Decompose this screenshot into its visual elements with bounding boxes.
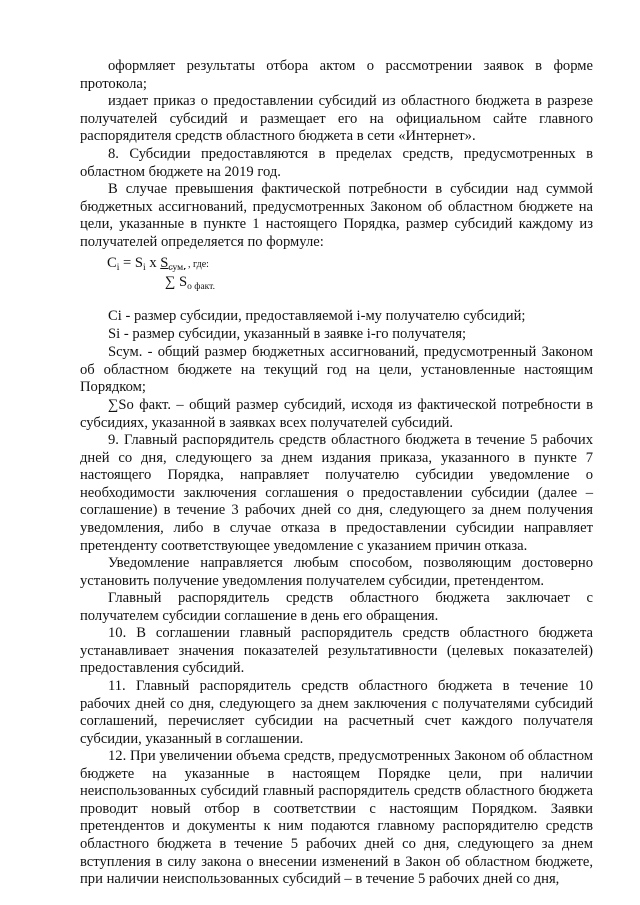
formula-lhs: C (107, 255, 117, 271)
definition-sum-fact (80, 397, 593, 432)
paragraph-order: издает приказ о предоставлении субсидий из областного бюджета в разрезе получателей субсидий и размещает его на официальном сайте главного распорядителя средств областного бюджета в сети «Интернет». (80, 93, 593, 145)
formula-s-sub: i (143, 263, 146, 273)
formula-s: S (134, 255, 144, 271)
formula-denominator (165, 274, 215, 297)
definition-scum (80, 344, 593, 397)
definition-text: - размер субсидии, предоставляемой i-му получателю субсидий; (121, 308, 526, 324)
paragraph-10: 10. В соглашении главный распорядитель средств областного бюджета устанавливает значения показателей результативности (целевых показателей) предоставления субсидий. (80, 625, 593, 677)
paragraph-notice: Уведомление направляется любым способом, позволяющим достоверно установить получение уведомления получателем субсидии, претендентом. (80, 555, 593, 589)
definition-ci (80, 308, 593, 326)
paragraph-9: 9. Главный распорядитель средств областного бюджета в течение 5 рабочих дней со дня, следующего за днем издания приказа, указанного в пункте 7 настоящего Порядка, направляет получателю субсидии уведомление о необходимости заключения соглашения о предоставлении субсидии (далее – соглашение) в течение 3 рабочих дней со дня, следующего за днем получения уведомления, либо в случае отказа в предоставлении субсидии направляет претенденту соответствующее уведомление с указанием причин отказа. (80, 432, 593, 554)
formula-sigma: ∑ (165, 274, 176, 290)
definition-text: - размер субсидии, указанный в заявке i-го получателя; (120, 326, 467, 342)
definition-text: – общий размер субсидий, исходя из фактической потребности в субсидиях, указанной в заявках всех получателей субсидий. (80, 397, 593, 431)
definition-term: ∑Sо факт. (108, 397, 171, 413)
paragraph-8: 8. Субсидии предоставляются в пределах средств, предусмотренных в областном бюджете на 2019 год. (80, 146, 593, 180)
formula-lhs-sub: i (116, 263, 120, 273)
definition-term: Sсум. (108, 344, 143, 360)
formula-den-sub: о факт. (187, 282, 215, 292)
definition-si (80, 326, 593, 344)
formula-den: S (175, 274, 188, 290)
paragraph-protocol: оформляет результаты отбора актом о рассмотрении заявок в форме протокола; (80, 58, 593, 92)
paragraph-11: 11. Главный распорядитель средств областного бюджета в течение 10 рабочих дней со дня, следующего за днем заключения с получателями субсидий соглашений, перечисляет субсидии на расчетный счет каждого получателя субсидии, указанный в соглашении. (80, 678, 593, 747)
definition-text: - общий размер бюджетных ассигнований, предусмотренный Законом об областном бюджете на текущий год на цели, установленные настоящим Порядком; (80, 344, 593, 396)
formula-numerator: $S_{сум.}$ (160, 255, 186, 273)
definition-term: Si (108, 326, 121, 342)
definition-term: Сi (108, 308, 122, 324)
paragraph-excess: В случае превышения фактической потребности в субсидии над суммой бюджетных ассигнований, предусмотренных Законом об областном бюджете на цели, указанные в пункте 1 настоящего Порядка, размер субсидий каждому из получателей определяется по формуле: (80, 181, 593, 250)
formula-tail: , где: (185, 259, 209, 270)
formula (107, 255, 407, 295)
paragraph-agreement: Главный распорядитель средств областного бюджета заключает с получателем субсидии соглашение в день его обращения. (80, 590, 593, 624)
formula-times: x (145, 255, 161, 271)
formula-eq: = (119, 255, 135, 271)
paragraph-12: 12. При увеличении объема средств, предусмотренных Законом об областном бюджете на указанные в настоящем Порядке цели, при наличии неиспользованных субсидий главный распорядитель средств областного бюджета проводит новый отбор в соответствии с настоящим Порядком. Заявки претендентов и документы к ним подаются главному распорядителю средств областного бюджета в течение 5 рабочих дней со дня, следующего за днем вступления в силу закона о внесении изменений в Закон об областном бюджете, при наличии неиспользованных субсидий – в течение 5 рабочих дней со дня, (80, 748, 593, 888)
